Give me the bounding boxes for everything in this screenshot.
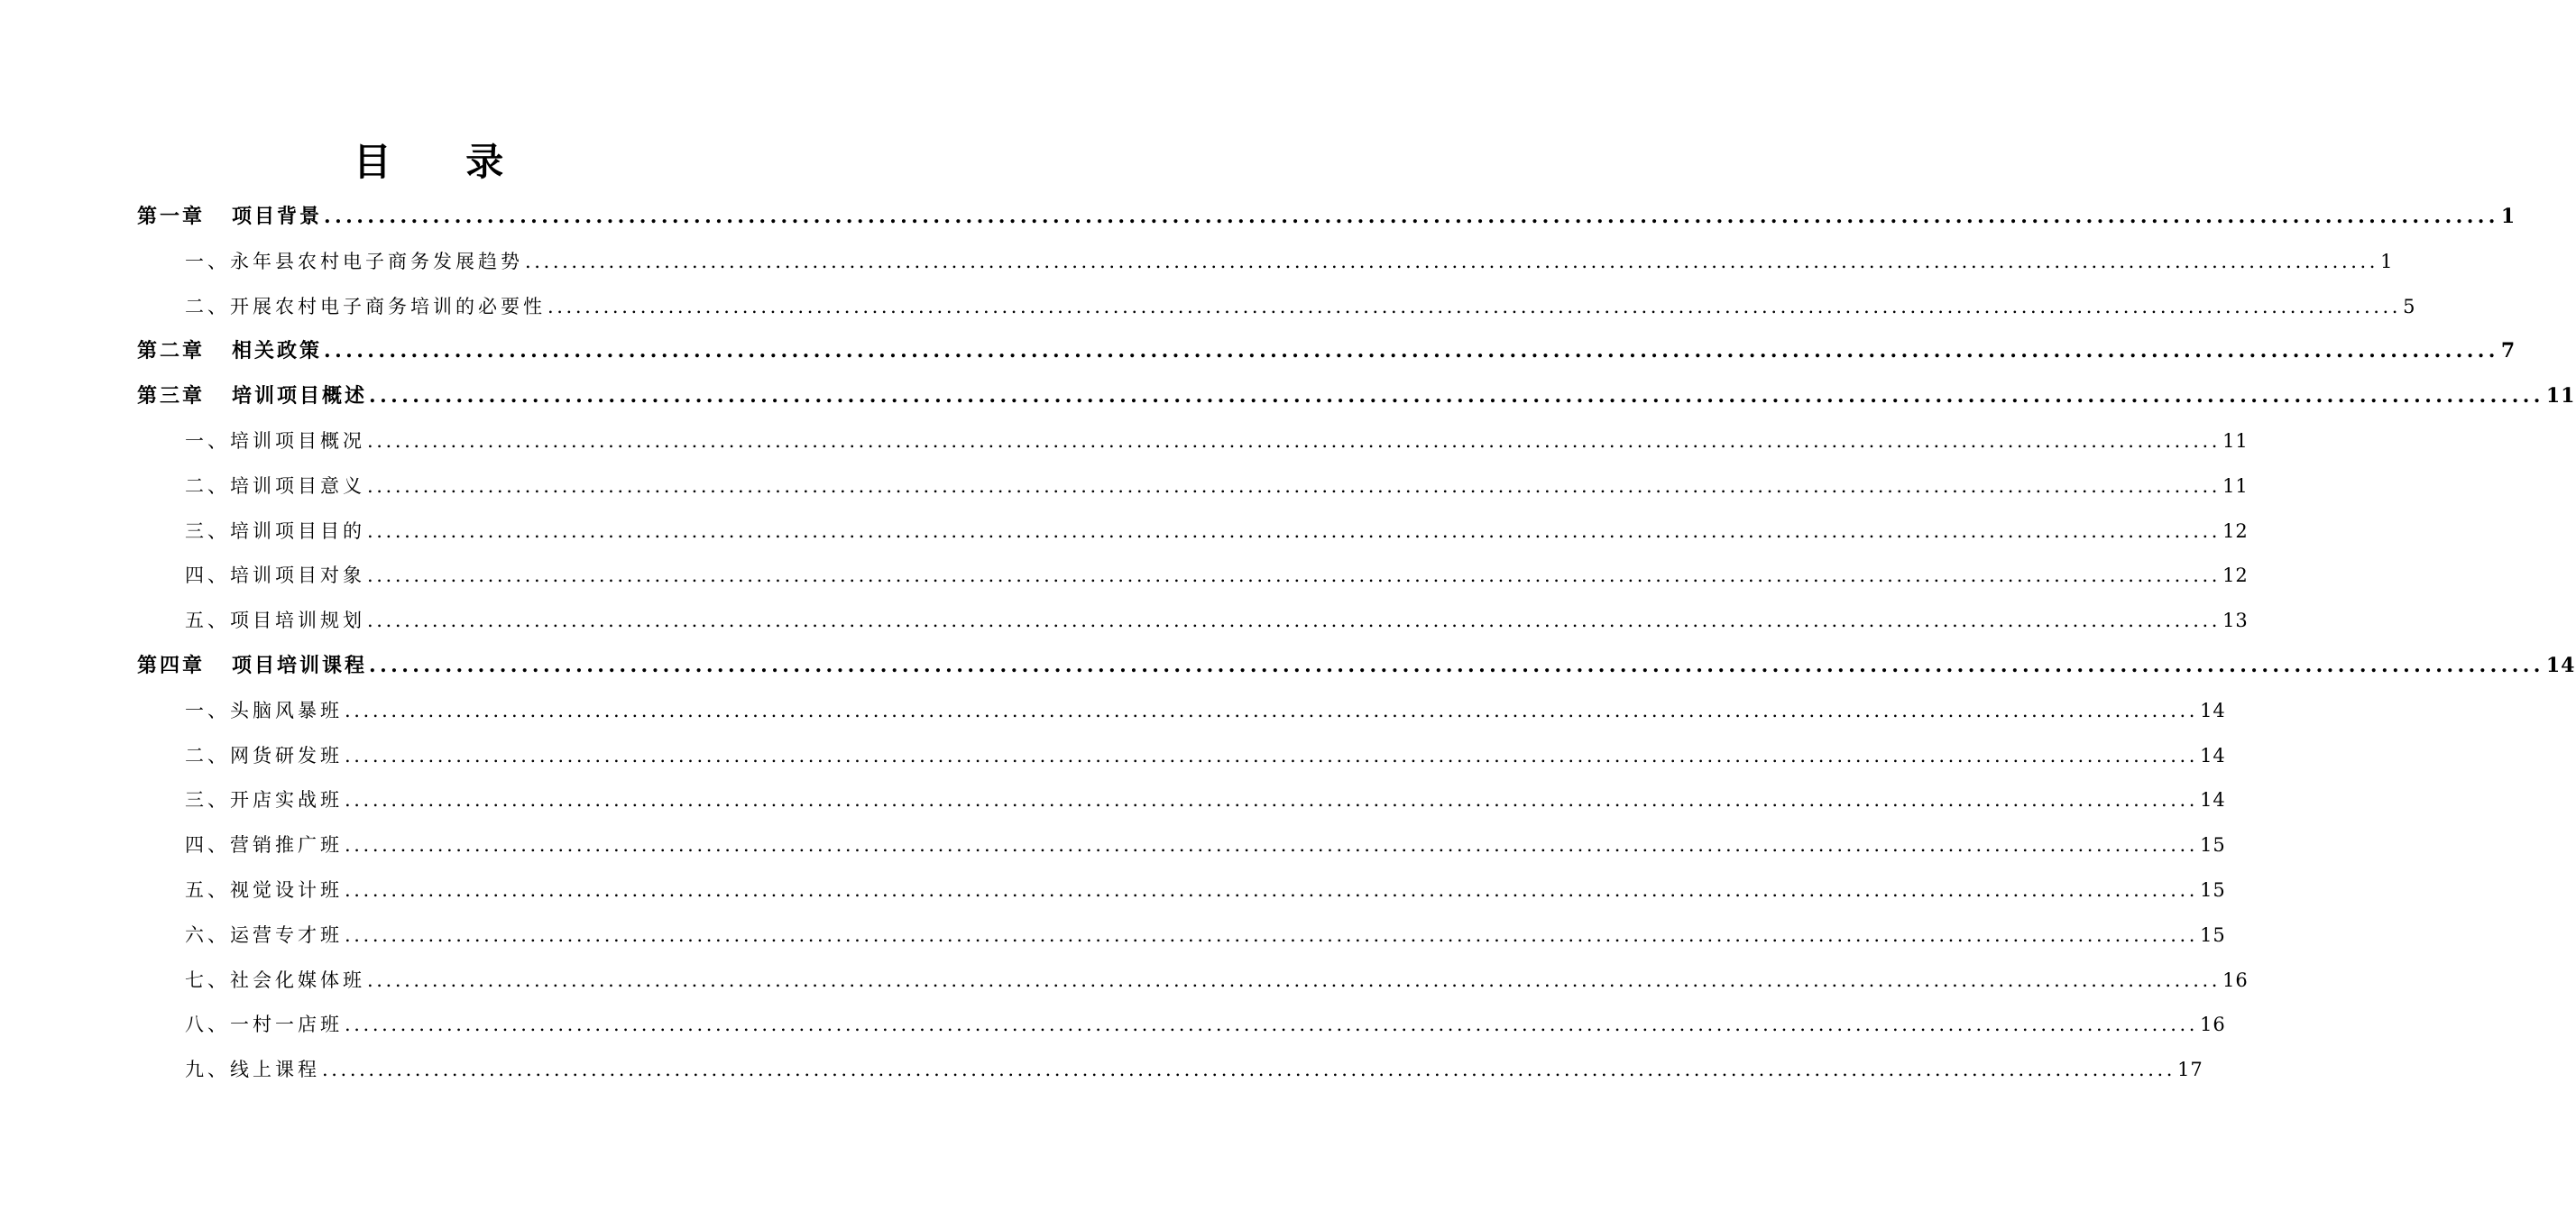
toc-page-number: 11: [2545, 384, 2576, 409]
toc-section-entry[interactable]: [185, 688, 2226, 733]
toc-entry-number: 一、: [185, 430, 230, 452]
toc-entry-number: 第二章: [137, 339, 206, 363]
toc-chapter-entry[interactable]: [137, 328, 2516, 373]
toc-chapter-entry[interactable]: [137, 194, 2516, 239]
toc-entry-number: 五、: [185, 610, 230, 632]
toc-dot-leader: ........................................................................................................................................................................................................: [345, 879, 2199, 901]
toc-section-entry[interactable]: [185, 418, 2249, 464]
toc-page-number: 7: [2500, 339, 2516, 363]
toc-entry-number: 二、: [185, 744, 230, 767]
toc-entry-label: 培训项目概述: [232, 384, 368, 409]
toc-entry-number: 二、: [185, 295, 230, 317]
toc-page-number: 15: [2200, 879, 2226, 901]
toc-dot-leader: ........................................................................................................................................................................................................: [345, 789, 2199, 812]
toc-section-entry[interactable]: [185, 777, 2226, 822]
toc-entry-number: 五、: [185, 879, 230, 901]
toc-chapter-entry[interactable]: [137, 643, 2576, 688]
toc-dot-leader: ........................................................................................................................................................................................................: [547, 295, 2402, 317]
toc-entry-number: 四、: [185, 565, 230, 587]
toc-dot-leader: ........................................................................................................................................................................................................: [345, 834, 2199, 857]
toc-dot-leader: ........................................................................................................................................................................................................: [324, 205, 2499, 228]
toc-entry-number: 九、: [185, 1059, 230, 1081]
toc-section-entry[interactable]: [185, 958, 2249, 1003]
toc-entry-label: 培训项目意义: [230, 474, 365, 497]
toc-entry-number: 六、: [185, 923, 230, 946]
toc-entry-label: 社会化媒体班: [230, 969, 365, 991]
toc-page-number: 5: [2403, 295, 2416, 317]
toc-page-number: 1: [2500, 205, 2516, 228]
toc-dot-leader: ........................................................................................................................................................................................................: [367, 430, 2222, 452]
toc-page-number: 12: [2222, 519, 2249, 542]
toc-page-number: 14: [2200, 744, 2226, 767]
toc-entry-number: 一、: [185, 250, 230, 272]
toc-section-entry[interactable]: [185, 868, 2226, 913]
toc-section-entry[interactable]: [185, 284, 2416, 329]
toc-page-number: 14: [2200, 789, 2226, 812]
toc-entry-label: 网货研发班: [230, 744, 343, 767]
toc-entry-label: 相关政策: [232, 339, 323, 363]
toc-entry-label: 项目培训规划: [230, 610, 365, 632]
toc-section-entry[interactable]: [185, 822, 2226, 868]
toc-section-entry[interactable]: [185, 913, 2226, 958]
toc-entry-label: 培训项目概况: [230, 430, 365, 452]
toc-entry-number: 三、: [185, 789, 230, 812]
toc-dot-leader: ........................................................................................................................................................................................................: [525, 250, 2379, 272]
toc-entry-number: 第四章: [137, 654, 206, 677]
toc-page-number: 12: [2222, 565, 2249, 587]
toc-entry-number: 八、: [185, 1014, 230, 1036]
toc-page-number: 11: [2222, 474, 2249, 497]
toc-page-number: 11: [2222, 430, 2249, 452]
toc-section-entry[interactable]: [185, 1002, 2226, 1047]
toc-section-entry[interactable]: [185, 1047, 2203, 1092]
toc-dot-leader: ........................................................................................................................................................................................................: [369, 654, 2544, 677]
toc-dot-leader: ........................................................................................................................................................................................................: [367, 969, 2222, 991]
toc-section-entry[interactable]: [185, 239, 2394, 284]
toc-section-entry[interactable]: [185, 509, 2249, 554]
toc-page-number: 13: [2222, 610, 2249, 632]
toc-entry-number: 第三章: [137, 384, 206, 409]
toc-section-entry[interactable]: [185, 598, 2249, 643]
toc-entry-label: 一村一店班: [230, 1014, 343, 1036]
toc-entry-label: 项目背景: [232, 205, 323, 228]
toc-dot-leader: ........................................................................................................................................................................................................: [345, 699, 2199, 721]
toc-page-number: 15: [2200, 834, 2226, 857]
toc-dot-leader: ........................................................................................................................................................................................................: [345, 1014, 2199, 1036]
toc-section-entry[interactable]: [185, 464, 2249, 509]
toc-entry-label: 营销推广班: [230, 834, 343, 857]
toc-entry-label: 培训项目对象: [230, 565, 365, 587]
toc-dot-leader: ........................................................................................................................................................................................................: [324, 339, 2499, 363]
toc-page-number: 16: [2222, 969, 2249, 991]
toc-entry-label: 培训项目目的: [230, 519, 365, 542]
toc-entry-label: 视觉设计班: [230, 879, 343, 901]
toc-section-entry[interactable]: [185, 733, 2226, 778]
toc-entry-number: 第一章: [137, 205, 206, 228]
toc-dot-leader: ........................................................................................................................................................................................................: [367, 474, 2222, 497]
toc-entry-label: 线上课程: [230, 1059, 320, 1081]
page-title: 目 录: [353, 140, 535, 184]
toc-dot-leader: ........................................................................................................................................................................................................: [345, 923, 2199, 946]
toc-page-number: 1: [2380, 250, 2394, 272]
toc-page-number: 17: [2177, 1059, 2203, 1081]
toc-chapter-entry[interactable]: [137, 373, 2576, 418]
toc-entry-number: 四、: [185, 834, 230, 857]
toc-entry-label: 运营专才班: [230, 923, 343, 946]
toc-entry-number: 一、: [185, 699, 230, 721]
toc-entry-number: 三、: [185, 519, 230, 542]
toc-dot-leader: ........................................................................................................................................................................................................: [369, 384, 2544, 409]
toc-dot-leader: ........................................................................................................................................................................................................: [345, 744, 2199, 767]
toc-page-number: 14: [2200, 699, 2226, 721]
toc-section-entry[interactable]: [185, 553, 2249, 598]
toc-page-number: 14: [2545, 654, 2576, 677]
toc-entry-label: 项目培训课程: [232, 654, 368, 677]
toc-entry-number: 七、: [185, 969, 230, 991]
toc-entry-label: 永年县农村电子商务发展趋势: [230, 250, 523, 272]
toc-dot-leader: ........................................................................................................................................................................................................: [322, 1059, 2176, 1081]
toc-page-number: 16: [2200, 1014, 2226, 1036]
toc-dot-leader: ........................................................................................................................................................................................................: [367, 610, 2222, 632]
toc-entry-label: 头脑风暴班: [230, 699, 343, 721]
toc-entry-label: 开展农村电子商务培训的必要性: [230, 295, 546, 317]
toc-dot-leader: ........................................................................................................................................................................................................: [367, 519, 2222, 542]
toc-dot-leader: ........................................................................................................................................................................................................: [367, 565, 2222, 587]
toc-entry-number: 二、: [185, 474, 230, 497]
toc-entry-label: 开店实战班: [230, 789, 343, 812]
toc-page-number: 15: [2200, 923, 2226, 946]
